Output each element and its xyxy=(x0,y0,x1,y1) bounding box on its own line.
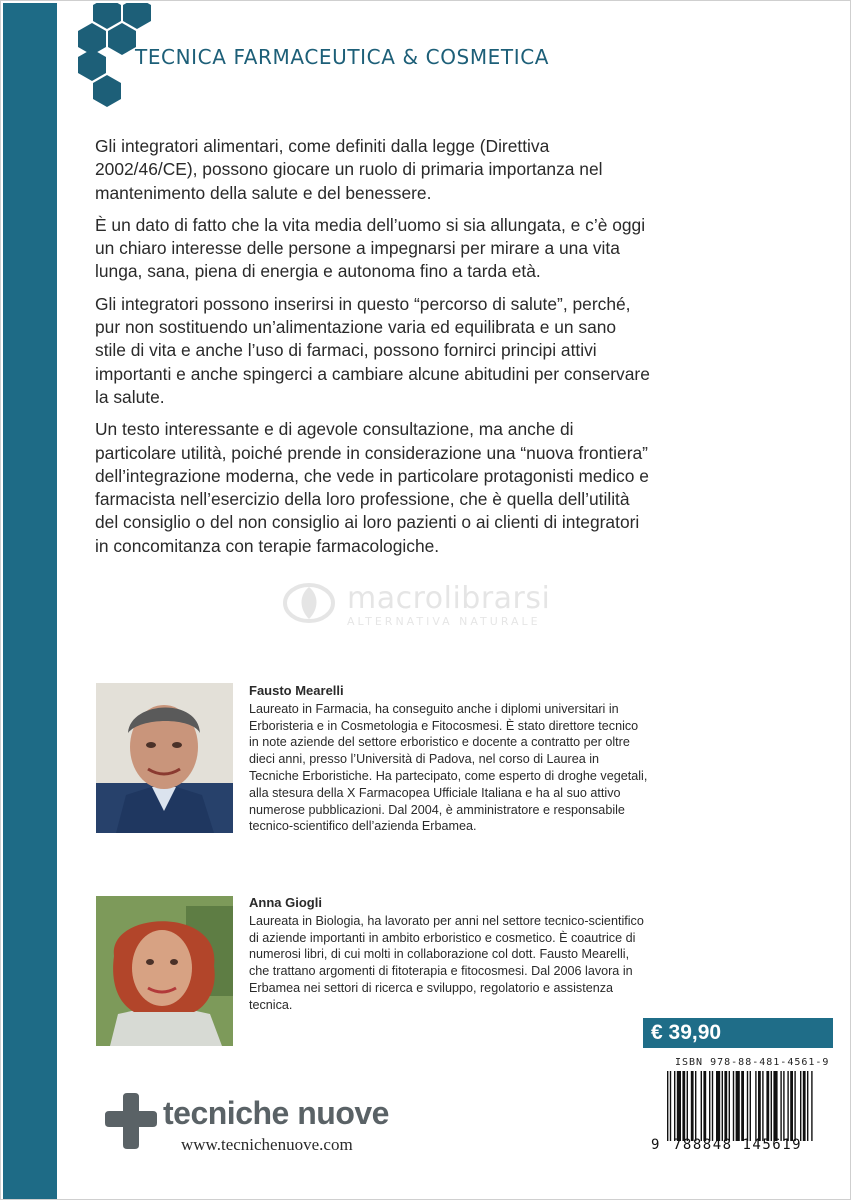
author-bio xyxy=(249,683,649,835)
ean-digits: 788848 145619 xyxy=(673,1137,803,1153)
isbn-barcode xyxy=(643,1055,833,1157)
barcode-bar xyxy=(794,1071,795,1141)
watermark-name: macrolibrarsi xyxy=(347,581,551,616)
author-bio xyxy=(249,895,649,1014)
barcode-bar xyxy=(811,1071,812,1141)
barcode-bar xyxy=(674,1071,675,1141)
watermark-tagline: ALTERNATIVA NATURALE xyxy=(347,615,541,628)
watermark xyxy=(281,575,581,635)
barcode-bar xyxy=(747,1071,748,1141)
barcode-bar xyxy=(691,1071,694,1141)
author-name: Fausto Mearelli xyxy=(249,683,344,698)
barcode-bar xyxy=(716,1071,720,1141)
barcode-bar xyxy=(722,1071,723,1141)
description-paragraph: Gli integratori possono inserirsi in questo “percorso di salute”, perché, pur non sostituendo un’alimentazione varia ed equilibrata e un sano stile di vita e anche l’uso di farmaci, possono fornirci principi attivi importanti e anche spingerci a cambiare alcune abitudini per conservare la salute. xyxy=(95,293,650,407)
author-photo xyxy=(96,896,233,1046)
description-paragraph: È un dato di fatto che la vita media dell’uomo si sia allungata, e c’è oggi un chiaro interesse delle persone a impegnarsi per mirare a una vita lunga, sana, piena di energia e autonoma fino a tarda età. xyxy=(95,214,646,282)
barcode-bar xyxy=(773,1071,777,1141)
series-title: TECNICA FARMACEUTICA & COSMETICA xyxy=(135,45,550,69)
publisher-cross-logo-icon xyxy=(101,1093,161,1149)
description-paragraph: Gli integratori alimentari, come definiti dalla legge (Direttiva 2002/46/CE), possono giocare un ruolo di primaria importanza nel mantenimento della salute e del benessere. xyxy=(95,136,603,203)
barcode-bar xyxy=(709,1071,710,1141)
barcode-bar xyxy=(682,1071,685,1141)
barcode-bar xyxy=(695,1071,696,1141)
barcode-bar xyxy=(803,1071,806,1141)
leaf-hands-icon xyxy=(281,579,337,627)
author-name: Anna Giogli xyxy=(249,895,322,910)
barcode-bar xyxy=(807,1071,808,1141)
barcode-bar xyxy=(701,1071,702,1141)
barcode-bar xyxy=(677,1071,681,1141)
barcode-bar xyxy=(787,1071,788,1141)
barcode-bar xyxy=(670,1071,671,1141)
barcode-bar xyxy=(766,1071,769,1141)
barcode-bar xyxy=(733,1071,734,1141)
barcode-bar xyxy=(780,1071,781,1141)
barcode-bar xyxy=(790,1071,793,1141)
barcode-bar xyxy=(703,1071,706,1141)
description-text xyxy=(95,135,651,567)
description-paragraph: Un testo interessante e di agevole consultazione, ma anche di particolare utilità, poiché prende in considerazione una “nuova frontiera” dell’integrazione moderna, che vede in particolare protagonisti medico e farmacista nell’esercizio della loro professione, che è quella dell’utilità del consiglio o del non consiglio ai loro pazienti o ai clienti di integratori in concomitanza con terapie farmacologiche. xyxy=(95,419,649,556)
author-bio-text: Laureato in Farmacia, ha conseguito anche i diplomi universitari in Erboristeria e in Cosmetologia e Fitocosmesi. È stato direttore tecnico in note aziende del settore erboristico e docente a contratto per oltre dieci anni, presso l’Università di Padova, nel corso di Laurea in Tecniche Erboristiche. Ha partecipato, come esperto di droghe vegetali, alla stesura della X Farmacopea Ufficiale Italiana e ha al suo attivo numerose pubblicazioni. Dal 2004, è amministratore e responsabile tecnico-scientifico dell’azienda Erbamea. xyxy=(249,701,648,834)
barcode-bar xyxy=(800,1071,801,1141)
publisher-name: tecniche nuove xyxy=(163,1095,389,1131)
isbn-label: ISBN 978-88-481-4561-9 xyxy=(675,1057,830,1068)
barcode-bar xyxy=(762,1071,763,1141)
barcode-bar xyxy=(741,1071,744,1141)
barcode-bar xyxy=(736,1071,740,1141)
barcode-bar xyxy=(667,1071,668,1141)
price-badge: € 39,90 xyxy=(643,1018,833,1048)
barcode-bar xyxy=(758,1071,761,1141)
spine-band xyxy=(3,3,57,1199)
barcode-bar xyxy=(771,1071,772,1141)
author-bio-text: Laureata in Biologia, ha lavorato per anni nel settore tecnico-scientifico di aziende importanti in ambito erboristico e cosmetico. È coautrice di numerosi libri, di cui molti in collaborazione col dott. Fausto Mearelli, che trattano argomenti di fitoterapia e fitocosmesi. Dal 2006 lavora in Erbamea nei settori di ricerca e sviluppo, regolatorio e assistenza tecnica. xyxy=(249,913,644,1012)
barcode-bar xyxy=(712,1071,713,1141)
ean-first-digit: 9 xyxy=(651,1137,660,1153)
barcode-bar xyxy=(755,1071,756,1141)
barcode-bar xyxy=(729,1071,730,1141)
publisher-url: www.tecnichenuove.com xyxy=(181,1135,353,1154)
author-photo xyxy=(96,683,233,833)
barcode-bar xyxy=(783,1071,784,1141)
barcode-bar xyxy=(687,1071,688,1141)
barcode-bar xyxy=(750,1071,751,1141)
barcode-graphic xyxy=(667,1071,827,1141)
barcode-bar xyxy=(724,1071,727,1141)
